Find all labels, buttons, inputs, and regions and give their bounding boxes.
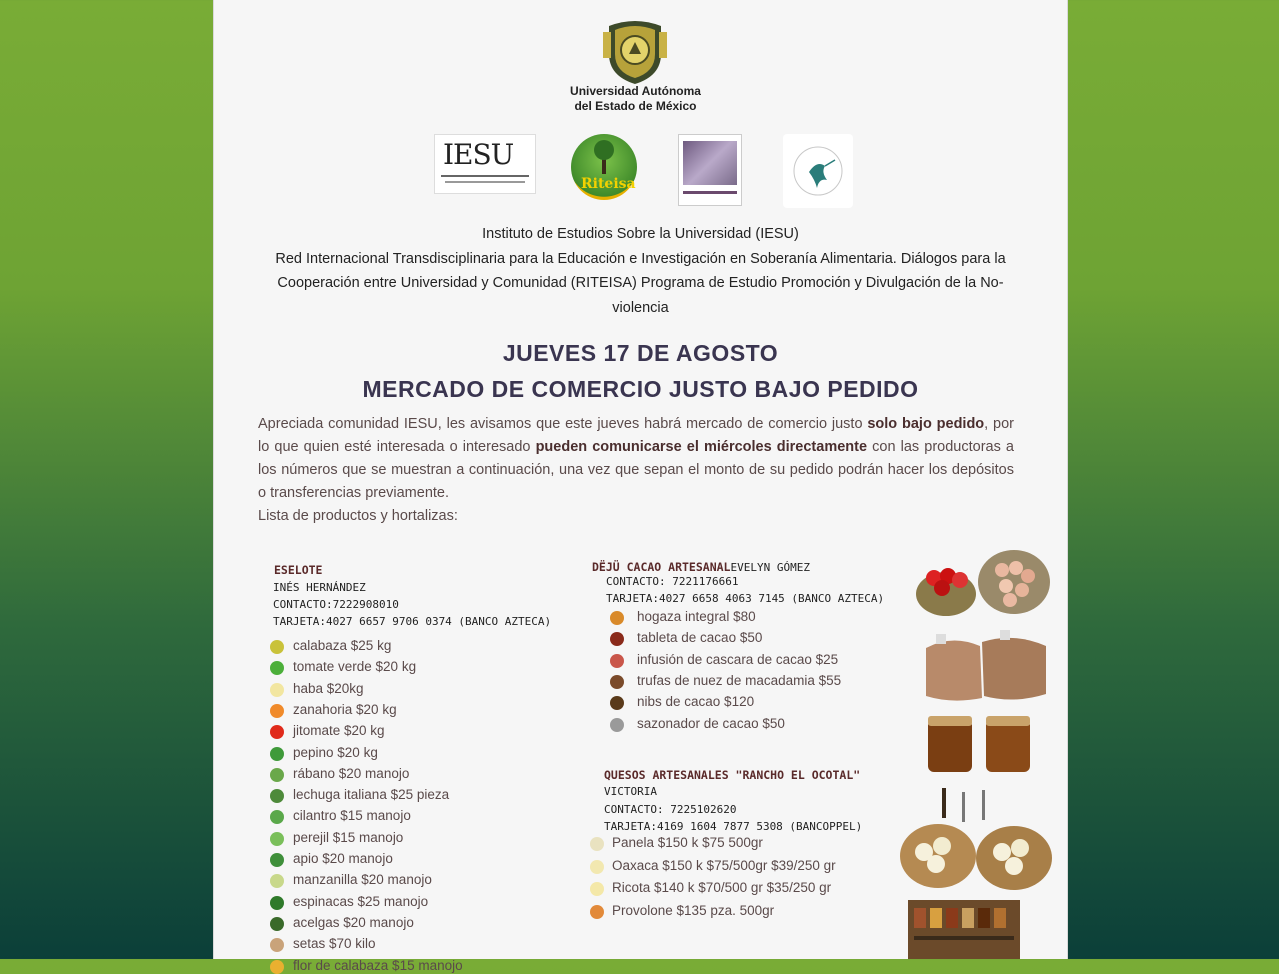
vendor2-name: DËJÜ CACAO ARTESANAL — [592, 560, 731, 574]
produce-icon — [270, 747, 284, 761]
list-item: flor de calabaza $15 manojo — [293, 957, 463, 973]
university-crest-icon — [599, 14, 671, 86]
vendor3-contact: CONTACTO: 7225102620 — [604, 803, 737, 816]
event-title: MERCADO DE COMERCIO JUSTO BAJO PEDIDO — [362, 376, 919, 402]
vendor3-person: VICTORIA — [604, 785, 657, 798]
institute-line1: Instituto de Estudios Sobre la Universidad (IESU) — [482, 226, 799, 242]
bread-bags-photo — [922, 628, 1050, 706]
university-name-line2: del Estado de México — [574, 99, 697, 113]
produce-icon — [610, 696, 624, 710]
produce-icon — [270, 938, 284, 952]
produce-icon — [610, 654, 624, 668]
list-item: tableta de cacao $50 — [637, 630, 763, 646]
vendor2-card: TARJETA:4027 6658 4063 7145 (BANCO AZTECA) — [606, 592, 885, 605]
produce-icon — [270, 768, 284, 782]
produce-icon — [270, 640, 284, 654]
list-item: Panela $150 k $75 500gr — [612, 835, 763, 850]
produce-icon — [590, 882, 604, 896]
tree-icon — [589, 140, 619, 176]
cacao-jars-photo — [924, 712, 1036, 778]
institute-line3: Cooperación entre Universidad y Comunidad (RITEISA) Programa de Estudio Promoción y Divulgación de la No- — [277, 275, 1004, 291]
produce-icon — [610, 718, 624, 732]
produce-icon — [590, 905, 604, 919]
produce-icon — [590, 837, 604, 851]
produce-icon — [590, 860, 604, 874]
cheese-baskets-photo — [898, 786, 1054, 892]
list-item: trufas de nuez de macadamia $55 — [637, 672, 842, 688]
product-list-label: Lista de productos y hortalizas: — [258, 508, 458, 524]
vendor1-name: ESELOTE — [274, 563, 323, 577]
vendor2-contact: CONTACTO: 7221176661 — [606, 575, 739, 588]
list-item: tomate verde $20 kg — [293, 659, 417, 675]
university-name-line1: Universidad Autónoma — [570, 84, 701, 98]
produce-icon — [270, 810, 284, 824]
iesu-logo — [434, 134, 536, 194]
list-item: calabaza $25 kg — [293, 638, 392, 653]
list-item: perejil $15 manojo — [293, 829, 404, 845]
list-item: apio $20 manojo — [293, 851, 393, 866]
produce-icon — [270, 661, 284, 675]
produce-icon — [610, 611, 624, 625]
produce-icon — [270, 896, 284, 910]
produce-icon — [270, 874, 284, 888]
list-item: hogaza integral $80 — [637, 609, 756, 624]
list-item: infusión de cascara de cacao $25 — [637, 651, 839, 667]
list-item: lechuga italiana $25 pieza — [293, 787, 450, 803]
vendor3-card: TARJETA:4169 1604 7877 5308 (BANCOPPEL) — [604, 820, 863, 833]
vendor1-card: TARJETA:4027 6657 9706 0374 (BANCO AZTECA) — [273, 615, 552, 628]
list-item: Provolone $135 pza. 500gr — [612, 902, 775, 918]
riteisa-logo — [571, 134, 637, 200]
document-page — [213, 0, 1068, 973]
vendor3-name: QUESOS ARTESANALES "RANCHO EL OCOTAL" — [604, 768, 861, 782]
list-item: espinacas $25 manojo — [293, 893, 429, 909]
vendor1-person: INÉS HERNÁNDEZ — [273, 581, 366, 594]
list-item: setas $70 kilo — [293, 936, 376, 952]
produce-icon — [270, 704, 284, 718]
shelf-products-photo — [908, 900, 1020, 959]
produce-icon — [270, 853, 284, 867]
iesu-logo-text: IESU — [443, 138, 514, 171]
vendor1-contact: CONTACTO:7222908010 — [273, 598, 399, 611]
list-item: sazonador de cacao $50 — [637, 715, 785, 731]
university-name — [514, 84, 757, 114]
event-date: JUEVES 17 DE AGOSTO — [502, 340, 779, 366]
list-item: pepino $20 kg — [293, 744, 378, 760]
list-item: rábano $20 manojo — [293, 765, 410, 781]
hummingbird-logo — [783, 134, 853, 208]
produce-icon — [610, 675, 624, 689]
vendor2-header — [592, 558, 810, 576]
produce-icon — [270, 917, 284, 931]
list-item: haba $20kg — [293, 680, 364, 696]
list-item: Oaxaca $150 k $75/500gr $39/250 gr — [612, 857, 836, 873]
programa-noviolencia-logo — [678, 134, 742, 206]
produce-icon — [270, 832, 284, 846]
list-item: cilantro $15 manojo — [293, 808, 411, 824]
riteisa-logo-text: Riteisa — [581, 176, 636, 192]
list-item: jitomate $20 kg — [293, 723, 385, 739]
intro-paragraph: Apreciada comunidad IESU, les avisamos que este jueves habrá mercado de comercio justo solo bajo pedido, por lo que quien esté interesada o interesado pueden comunicarse el miércoles directamente con las productoras a los números que se muestran a continuación, una vez que sepan el monto de su pedido podrán hacer los depósitos o transferencias previamente. Lista de productos y hortalizas: — [258, 413, 1014, 528]
hummingbird-icon — [791, 142, 845, 200]
list-item: Ricota $140 k $70/500 gr $35/250 gr — [612, 880, 832, 895]
tomatoes-eggs-photo — [914, 538, 1054, 622]
vendor2-person: EVELYN GÓMEZ — [730, 561, 810, 574]
list-item: nibs de cacao $120 — [637, 694, 755, 710]
produce-icon — [610, 632, 624, 646]
list-item: acelgas $20 manojo — [293, 914, 414, 930]
institute-line4: violencia — [612, 299, 669, 316]
produce-icon — [270, 960, 284, 974]
list-item: manzanilla $20 manojo — [293, 872, 432, 888]
list-item: zanahoria $20 kg — [293, 701, 397, 717]
institute-heading — [214, 222, 1067, 320]
produce-icon — [270, 725, 284, 739]
institute-line2: Red Internacional Transdisciplinaria para la Educación e Investigación en Soberanía Alimentaria. Diálogos para la — [275, 250, 1006, 267]
produce-icon — [270, 683, 284, 697]
produce-icon — [270, 789, 284, 803]
